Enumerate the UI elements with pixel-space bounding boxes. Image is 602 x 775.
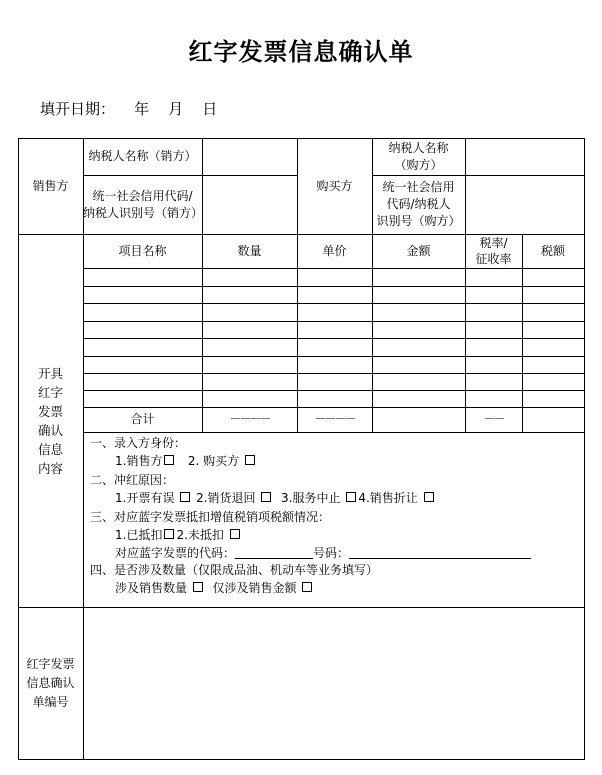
seller-section-label: 销售方: [32, 178, 69, 193]
option-deducted-label: 1.已抵扣: [115, 528, 163, 542]
header-tax-rate-line2: 征收率: [475, 252, 512, 266]
header-tax-rate-line1: 税率/: [479, 236, 508, 250]
table-row[interactable]: [84, 391, 584, 407]
buyer-id-label: [372, 175, 465, 234]
seller-name-field[interactable]: [203, 139, 297, 175]
header-tax-rate: [465, 234, 522, 268]
buyer-id-label-line1: 统一社会信用: [382, 180, 455, 194]
checkbox-seller[interactable]: [164, 455, 174, 465]
quantity-options: [115, 580, 314, 597]
buyer-name-label-line2: （购方）: [394, 157, 443, 172]
fill-date-line: [40, 98, 217, 119]
confirmation-label-line: 信息确认: [26, 675, 75, 690]
checkbox-invoice-error[interactable]: [180, 492, 190, 502]
table-row[interactable]: [84, 269, 584, 286]
confirmation-label-line: 红字发票: [26, 656, 75, 671]
question-quantity: 四、是否涉及数量（仅限成品油、机动车等业务填写）: [90, 563, 379, 577]
option-sales-amount-label: 仅涉及销售金额: [212, 581, 297, 595]
option-goods-return-label: 2.销货退回: [196, 491, 256, 505]
content-label-line: 红字: [37, 384, 63, 400]
header-quantity: 数量: [237, 243, 262, 258]
checkbox-service-stop[interactable]: [346, 492, 356, 502]
fill-date-month: 月: [168, 100, 184, 118]
deduction-options: [115, 527, 242, 544]
confirmation-number-label: [18, 607, 83, 759]
buyer-id-field[interactable]: [466, 176, 584, 234]
table-row[interactable]: [84, 287, 584, 303]
blue-invoice-code-label: 对应蓝字发票的代码：: [115, 546, 236, 560]
checkbox-deducted[interactable]: [164, 529, 174, 539]
header-amount: 金额: [406, 243, 431, 258]
option-sales-quantity-label: 涉及销售数量: [115, 581, 188, 595]
buyer-id-label-line2: 代码/纳税人: [386, 197, 451, 211]
fill-date-day: 日: [202, 100, 218, 118]
blue-invoice-code-line: [115, 545, 531, 562]
fill-date-year: 年: [134, 100, 150, 118]
content-label-line: 信息: [37, 441, 63, 457]
content-section-label: [18, 234, 83, 607]
header-unit-price: 单价: [322, 243, 347, 258]
option-not-deducted-label: 2.未抵扣: [176, 528, 224, 542]
content-label-line: 内容: [37, 460, 63, 476]
table-row[interactable]: [84, 374, 584, 390]
blue-invoice-number-label: 号码：: [313, 546, 350, 560]
option-service-stop-label: 3.服务中止: [281, 491, 341, 505]
total-tax-rate-dash: －－: [483, 412, 504, 426]
seller-id-label-line2: 纳税人识别号（销方）: [83, 205, 204, 220]
table-row[interactable]: [84, 322, 584, 338]
seller-name-label: 纳税人名称（销方）: [88, 149, 197, 163]
question-reason: 二、冲红原因：: [90, 473, 175, 487]
content-label-line: 开具: [37, 365, 63, 381]
question-entry-party: 一、录入方身份：: [90, 436, 187, 450]
table-row[interactable]: [84, 339, 584, 356]
table-row[interactable]: [84, 304, 584, 321]
question-deduction: 三、对应蓝字发票抵扣增值税销项税额情况：: [90, 510, 331, 524]
blue-invoice-number-field[interactable]: [349, 547, 531, 559]
header-item-name: 项目名称: [118, 243, 167, 258]
buyer-section-label: 购买方: [316, 178, 353, 193]
content-label-line: 发票: [37, 403, 63, 419]
fill-date-label: 填开日期：: [40, 100, 116, 118]
checkbox-sales-quantity[interactable]: [193, 582, 203, 592]
total-amount-field[interactable]: [373, 408, 465, 432]
total-tax-field[interactable]: [523, 408, 584, 432]
checkbox-goods-return[interactable]: [261, 492, 271, 502]
reason-options: [115, 490, 436, 507]
blue-invoice-code-field[interactable]: [235, 547, 313, 559]
buyer-name-label-line1: 纳税人名称: [388, 140, 449, 155]
seller-id-label-line1: 统一社会信用代码/: [92, 188, 193, 203]
buyer-name-field[interactable]: [466, 139, 584, 175]
option-seller-label: 1.销售方: [115, 454, 163, 468]
buyer-id-label-line3: 识别号（购方）: [376, 214, 461, 228]
option-sales-discount-label: 4.销售折让: [358, 491, 418, 505]
document-title: 红字发票信息确认单: [188, 37, 414, 66]
option-invoice-error-label: 1.开票有误: [115, 491, 175, 505]
total-row-label: 合计: [130, 412, 155, 426]
content-label-line: 确认: [37, 422, 63, 438]
checkbox-sales-discount[interactable]: [424, 492, 434, 502]
table-row[interactable]: [84, 357, 584, 373]
confirmation-label-line: 单编号: [32, 694, 69, 709]
option-buyer-label: 2. 购买方: [187, 454, 240, 468]
total-quantity-dash: －－－－: [229, 412, 270, 426]
buyer-name-label: [372, 138, 465, 175]
total-unit-price-dash: －－－－: [314, 412, 355, 426]
entry-party-options: [115, 453, 257, 470]
checkbox-not-deducted[interactable]: [230, 529, 240, 539]
confirmation-number-field[interactable]: [84, 608, 584, 759]
seller-id-label: [83, 175, 202, 234]
checkbox-buyer[interactable]: [245, 455, 255, 465]
header-tax: 税额: [540, 243, 565, 258]
checkbox-sales-amount[interactable]: [302, 582, 312, 592]
seller-id-field[interactable]: [203, 176, 297, 234]
